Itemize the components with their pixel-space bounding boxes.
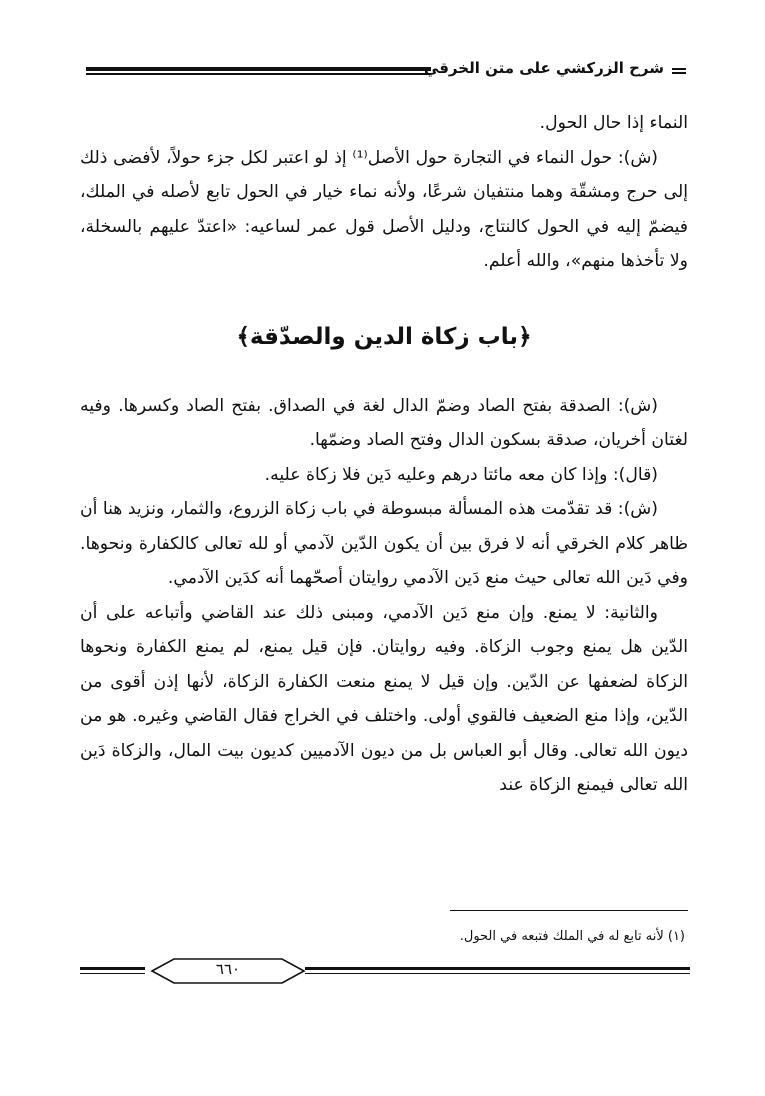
paragraph-commentary: (ش): قد تقدّمت هذه المسألة مبسوطة في باب زكاة الزروع، والثمار، ونزيد هنا أن ظاهر كلام الخرقي أنه لا فرق بين أن يكون الدّين لآدمي أو لله تعالى كالكفارة ونحوها. وفي دَين الله تعالى حيث منع دَين الآدمي روايتان أصحّهما أنه كدَين الآدمي. (80, 499, 688, 588)
paragraph-commentary: (ش): الصدقة بفتح الصاد وضمّ الدال لغة في الصداق. بفتح الصاد وكسرها. وفيه لغتان أخريان، صدقة بسكون الدال وفتح الصاد وضمّها. (80, 395, 688, 450)
header-rule (86, 67, 431, 75)
running-header-title: شرح الزركشي على متن الخرقي (423, 59, 664, 77)
footnote: (١) لأنه تابع له في الملك فتبعه في الحول. (459, 929, 685, 944)
chapter-heading: ﴿باب زكاة الدين والصدّقة﴾ (236, 323, 532, 350)
page-footer (80, 957, 690, 1001)
page-number: ٦٦٠ (215, 960, 241, 978)
paragraph-matn: (قال): وإذا كان معه مائتا درهم وعليه دَين فلا زكاة عليه. (264, 464, 658, 485)
paragraph-continuation: النماء إذا حال الحول. (539, 113, 688, 133)
main-text (80, 106, 688, 803)
spacer (80, 373, 688, 389)
running-header (86, 58, 686, 90)
footer-rule-right (305, 967, 690, 974)
footer-rule-left (80, 967, 145, 974)
footnote-separator (450, 910, 688, 911)
paragraph-commentary: والثانية: لا يمنع. وإن منع دَين الآدمي، ومبنى ذلك عند القاضي وأتباعه على أن الدّين هل يمنع وجوب الزكاة. وفيه روايتان. فإن قيل يمنع، لم يمنع الكفارة ونحوها الزكاة لضعفها عن الدّين. وإن قيل لا يمنع منعت الكفارة الزكاة، لأنها إذن أقوى من الدّين، وإذا منع الضعيف فالقوي أولى. واختلف في الخراج فقال القاضي وغيره. هو من ديون الله تعالى. وقال أبو العباس بل من ديون الآدميين كديون بيت المال، والزكاة دَين الله تعالى فيمنع الزكاة عند (80, 602, 688, 795)
spacer (80, 279, 688, 301)
header-dash-ornament (672, 68, 686, 74)
paragraph-commentary: (ش): حول النماء في التجارة حول الأصل⁽¹⁾ إذ لو اعتبر لكل جزء حولاً، لأفضى ذلك إلى حرج ومشقّة وهما منتفيان شرعًا، ولأنه نماء خيار في الحول تابع لأصله في الملك، فيضمّ إليه في الحول كالنتاج، ودليل الأصل قول عمر لساعيه: «اعتدّ عليهم بالسخلة، ولا تأخذها منهم»، والله أعلم. (80, 147, 688, 271)
page-number-badge (150, 957, 306, 985)
